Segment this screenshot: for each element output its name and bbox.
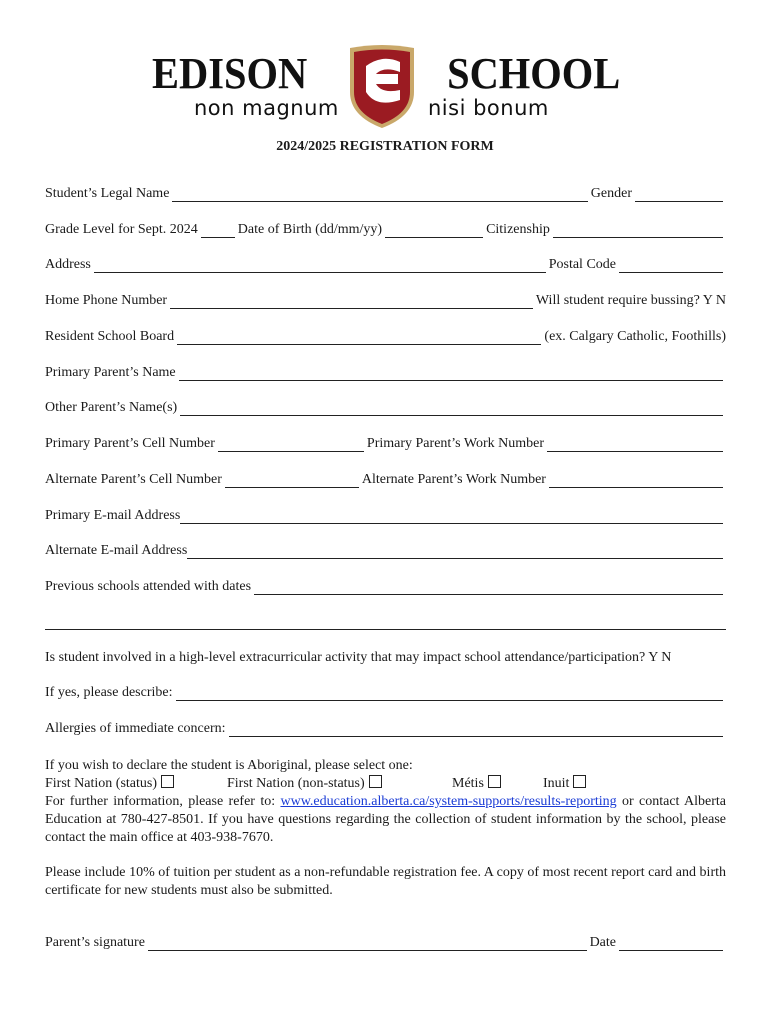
home-phone-row [45,293,726,313]
alternate-phone-row [45,472,726,492]
grade-row [45,222,726,242]
school-logo [150,44,620,130]
signature-row [45,935,726,955]
option-first-nation-non-status-label: First Nation (non-status) [227,776,365,791]
citizenship-label: Citizenship [486,222,550,237]
extracurricular-row [45,650,726,670]
primary-parent-row [45,365,726,385]
if-yes-label: If yes, please describe: [45,685,173,700]
alternate-cell-label: Alternate Parent’s Cell Number [45,472,222,487]
alternate-email-row [45,543,726,563]
primary-parent-name-field[interactable] [179,367,723,381]
aboriginal-info-after: or contact Alberta Education at 780-427-8501. If you have questions regarding the collection of student information by the school, please contact the main office at 403-938-7670. [45,794,727,845]
primary-work-field[interactable] [547,438,723,452]
alternate-work-label: Alternate Parent’s Work Number [361,472,546,487]
address-label: Address [45,257,91,272]
legal-name-label: Student’s Legal Name [45,186,170,201]
date-field[interactable] [619,937,723,951]
signature-label: Parent’s signature [45,935,145,950]
other-parent-row [45,400,726,420]
allergies-label: Allergies of immediate concern: [45,721,226,736]
option-first-nation-status-label: First Nation (status) [45,776,157,791]
other-parent-names-label: Other Parent’s Name(s) [45,400,178,415]
extracurricular-label: Is student involved in a high-level extracurricular activity that may impact school attendance/participation? Y N [45,650,672,665]
form-title: 2024/2025 REGISTRATION FORM [276,139,494,154]
school-crest-icon [346,44,418,130]
grade-level-label: Grade Level for Sept. 2024 [45,222,198,237]
allergies-field[interactable] [229,723,723,737]
previous-schools-row [45,579,726,599]
primary-parent-name-label: Primary Parent’s Name [45,365,176,380]
option-metis[interactable] [452,775,501,793]
logo-motto-right: nisi bonum [428,96,549,120]
postal-code-field[interactable] [619,259,723,273]
dob-field[interactable] [385,224,483,238]
alternate-work-field[interactable] [549,474,723,488]
address-row [45,257,726,277]
logo-word-school: SCHOOL [446,49,620,98]
dob-label: Date of Birth (dd/mm/yy) [237,222,383,237]
alternate-email-field[interactable] [187,545,723,559]
citizenship-field[interactable] [553,224,723,238]
primary-email-label: Primary E-mail Address [45,508,181,523]
home-phone-field[interactable] [170,295,533,309]
option-first-nation-status[interactable] [45,775,174,793]
previous-schools-label: Previous schools attended with dates [45,579,252,594]
resident-board-row [45,329,726,349]
aboriginal-intro: If you wish to declare the student is Aboriginal, please select one: [45,758,413,773]
home-phone-label: Home Phone Number [45,293,168,308]
aboriginal-info-before: For further information, please refer to: [45,794,281,809]
if-yes-row [45,685,726,705]
primary-cell-label: Primary Parent’s Cell Number [45,436,215,451]
alternate-email-label: Alternate E-mail Address [45,543,188,558]
primary-email-field[interactable] [180,510,723,524]
other-parent-names-field[interactable] [180,402,723,416]
primary-work-label: Primary Parent’s Work Number [366,436,545,451]
bussing-label: Will student require bussing? Y N [535,293,726,308]
logo-word-edison: EDISON [152,49,308,98]
inuit-checkbox[interactable] [573,775,586,788]
primary-email-row [45,508,726,528]
address-field[interactable] [94,259,546,273]
grade-level-field[interactable] [201,224,235,238]
first-nation-status-checkbox[interactable] [161,775,174,788]
resident-board-example: (ex. Calgary Catholic, Foothills) [544,329,726,344]
option-inuit[interactable] [543,775,586,793]
gender-label: Gender [590,186,632,201]
previous-schools-continuation-row [45,616,726,636]
previous-schools-field[interactable] [254,581,723,595]
resident-board-label: Resident School Board [45,329,175,344]
resident-board-field[interactable] [177,331,541,345]
alberta-results-reporting-link[interactable]: www.education.alberta.ca/system-supports/results-reporting [280,794,617,809]
legal-name-row [45,186,726,206]
primary-phone-row [45,436,726,456]
aboriginal-options [45,775,726,793]
signature-field[interactable] [148,937,587,951]
alternate-cell-field[interactable] [225,474,359,488]
metis-checkbox[interactable] [488,775,501,788]
allergies-row [45,721,726,741]
gender-field[interactable] [635,188,723,202]
option-first-nation-non-status[interactable] [227,775,382,793]
primary-cell-field[interactable] [218,438,364,452]
legal-name-field[interactable] [172,188,587,202]
postal-code-label: Postal Code [548,257,616,272]
if-yes-field[interactable] [176,687,724,701]
date-label: Date [589,935,616,950]
previous-schools-continuation-field[interactable] [45,616,726,630]
option-inuit-label: Inuit [543,776,570,791]
fee-note: Please include 10% of tuition per student as a non-refundable registration fee. A copy of most recent report card and birth certificate for new students must also be submitted. [45,865,726,898]
option-metis-label: Métis [452,776,484,791]
logo-motto-left: non magnum [194,96,339,120]
first-nation-non-status-checkbox[interactable] [369,775,382,788]
aboriginal-info [45,793,726,847]
